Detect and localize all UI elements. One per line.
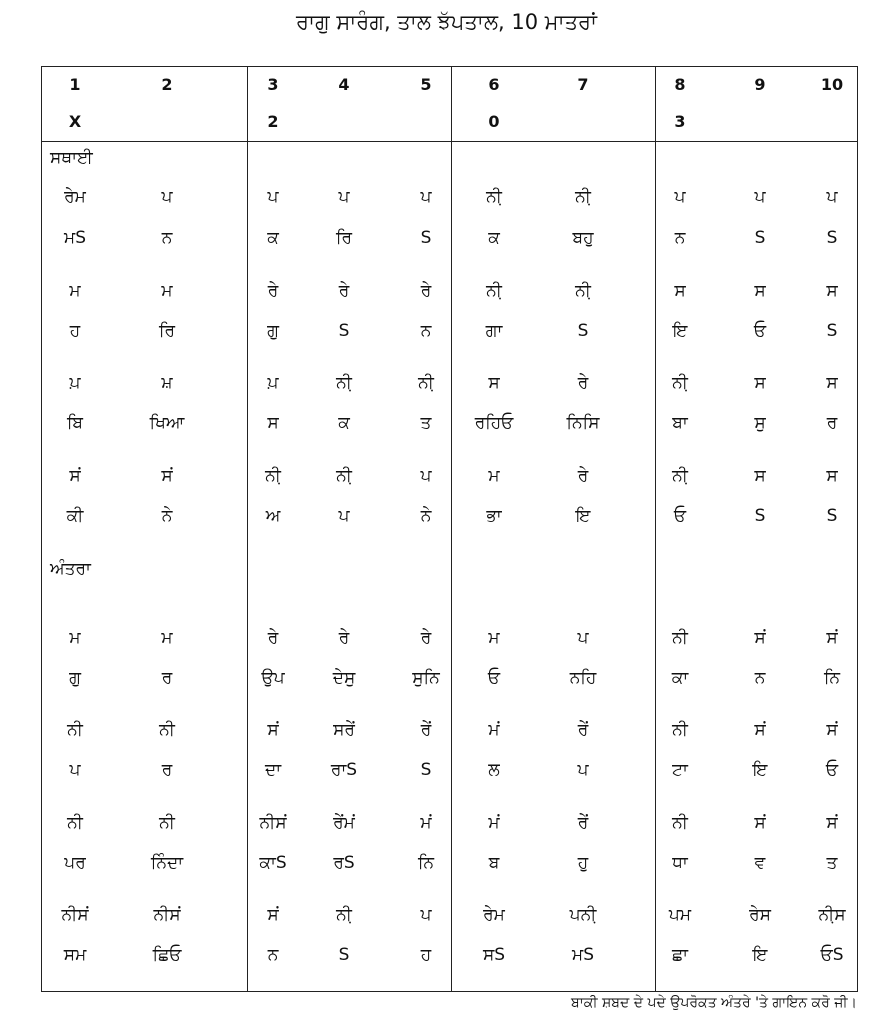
swara-cell: ਨੀ਼ — [265, 466, 281, 486]
bol-cell: ਛਿਓ — [152, 945, 182, 965]
bol-cell: ਬਿ — [66, 413, 84, 433]
swara-cell: ਮ — [488, 466, 500, 486]
bol-cell: ਰ — [161, 760, 173, 780]
swara-cell: ਸ — [754, 373, 766, 393]
swara-cell: ਨੀਸਂ — [61, 905, 89, 925]
swara-cell: ਰੇਂ — [420, 720, 432, 740]
bol-cell: ਇ — [575, 506, 591, 526]
swara-cell: ਸਂ — [754, 720, 766, 740]
bol-cell: ਨ — [161, 228, 173, 248]
swara-cell: ਨੀ਼ — [418, 373, 434, 393]
bol-cell: ਓS — [820, 945, 844, 965]
swara-cell: ਨੀ਼ — [336, 466, 352, 486]
beat-number: 4 — [338, 75, 350, 94]
bol-cell: ਪ — [69, 760, 81, 780]
swara-cell: ਰੇ — [577, 466, 589, 486]
bol-cell: S — [420, 760, 432, 780]
bol-cell: ਬਾ — [672, 413, 688, 433]
bol-cell: ਰ — [826, 413, 838, 433]
swara-cell: ਨੀ਼ — [486, 281, 502, 301]
swara-cell: ਸਂ — [826, 813, 838, 833]
bol-cell: ਓ — [825, 760, 839, 780]
taal-mark: 3 — [674, 112, 686, 131]
bol-cell: ਕਾS — [259, 853, 287, 873]
bol-cell: ਇ — [752, 945, 768, 965]
swara-cell: ਸਂ — [754, 813, 766, 833]
swara-cell: ਨੀ਼ — [336, 905, 352, 925]
beat-number: 9 — [754, 75, 766, 94]
beat-number: 1 — [69, 75, 81, 94]
swara-cell: ਸਂ — [69, 466, 81, 486]
bol-cell: ਦੇਸੁ — [332, 668, 356, 688]
bol-cell: S — [754, 228, 766, 248]
vibhag-divider — [247, 66, 248, 992]
swara-cell: ਸਂ — [826, 628, 838, 648]
swara-cell: ਪ — [161, 187, 173, 207]
bol-cell: ਨ — [674, 228, 686, 248]
swara-cell: ਰੇ — [338, 281, 350, 301]
footer-note: ਬਾਕੀ ਸ਼ਬਦ ਦੇ ਪਦੇ ਉਪਰੋਕਤ ਅੰਤਰੇ 'ਤੇ ਗਾਇਨ ਕਰੋ ਜੀ। — [571, 995, 857, 1011]
beat-number: 8 — [674, 75, 686, 94]
swara-cell: ਰੇਂ — [577, 720, 589, 740]
swara-cell: ਮ — [161, 281, 173, 301]
bol-cell: S — [338, 945, 350, 965]
bol-cell: ਹ — [69, 321, 81, 341]
taal-mark: X — [68, 112, 82, 131]
beat-number: 5 — [420, 75, 432, 94]
bol-cell: ਲ — [488, 760, 500, 780]
bol-cell: ਉਪ — [261, 668, 285, 688]
header-divider — [41, 141, 858, 142]
swara-cell: ਪ — [420, 187, 432, 207]
bol-cell: ਕੀ — [66, 506, 84, 526]
swara-cell: ਨੀ਼ — [336, 373, 352, 393]
bol-cell: ਰਿ — [158, 321, 176, 341]
vibhag-divider — [451, 66, 452, 992]
bol-cell: ਸੁਨਿ — [412, 668, 440, 688]
swara-cell: ਸਂ — [161, 466, 173, 486]
bol-cell: ਸS — [482, 945, 506, 965]
bol-cell: ਰਿ — [335, 228, 353, 248]
section-sthai-label: ਸਥਾਈ — [50, 148, 93, 168]
swara-cell: ਪ — [338, 187, 350, 207]
swara-cell: ਨੀਸਂ — [259, 813, 287, 833]
bol-cell: ਰਾS — [330, 760, 358, 780]
bol-cell: ਨਹਿ — [569, 668, 597, 688]
bol-cell: S — [338, 321, 350, 341]
beat-number: 2 — [161, 75, 173, 94]
swara-cell: ਪ — [267, 187, 279, 207]
bol-cell: S — [826, 228, 838, 248]
bol-cell: ਭਾ — [486, 506, 502, 526]
bol-cell: ਕ — [488, 228, 500, 248]
bol-cell: S — [420, 228, 432, 248]
swara-cell: ਮ — [69, 628, 81, 648]
bol-cell: ਰਹਿਓ — [474, 413, 514, 433]
swara-cell: ਰੇਮ — [64, 187, 86, 207]
swara-cell: ਰੇ — [338, 628, 350, 648]
bol-cell: ਕਾ — [671, 668, 689, 688]
bol-cell: ਓ — [753, 321, 767, 341]
swara-cell: ਨੀ਼ — [575, 281, 591, 301]
bol-cell: ਨਿਸਿ — [566, 413, 600, 433]
swara-cell: ਮਂ — [488, 720, 500, 740]
swara-cell: ਪ਼ — [267, 373, 279, 393]
swara-cell: ਸ — [488, 373, 500, 393]
swara-cell: ਸਂ — [754, 628, 766, 648]
swara-cell: ਨੀ਼ — [672, 373, 688, 393]
swara-cell: ਰੇਂ — [577, 813, 589, 833]
swara-cell: ਪਮ — [668, 905, 692, 925]
swara-cell: ਨੀ — [159, 813, 175, 833]
bol-cell: ਪਰ — [64, 853, 86, 873]
swara-cell: ਨੀਸਂ — [153, 905, 181, 925]
swara-cell: ਰੇ — [267, 281, 279, 301]
bol-cell: ਇ — [672, 321, 688, 341]
bol-cell: ਮS — [572, 945, 594, 965]
swara-cell: ਨੀ — [672, 720, 688, 740]
bol-cell: ਨਿੰਦਾ — [150, 853, 184, 873]
bol-cell: ਅ — [265, 506, 281, 526]
swara-cell: ਨੀ਼ — [486, 187, 502, 207]
bol-cell: ਛਾ — [671, 945, 689, 965]
bol-cell: ਸ — [267, 413, 279, 433]
bol-cell: ਸਮ — [63, 945, 87, 965]
bol-cell: ਕ — [267, 228, 279, 248]
swara-cell: ਪ — [577, 628, 589, 648]
beat-number: 6 — [488, 75, 500, 94]
swara-cell: ਪਨੀ਼ — [569, 905, 597, 925]
swara-cell: ਮਂ — [420, 813, 432, 833]
bol-cell: ਹੁ — [577, 853, 589, 873]
bol-cell: S — [826, 506, 838, 526]
swara-cell: ਰੇ — [577, 373, 589, 393]
bol-cell: ਰS — [333, 853, 355, 873]
page-title: ਰਾਗੁ ਸਾਰੰਗ, ਤਾਲ ਝੱਪਤਾਲ, 10 ਮਾਤਰਾਂ — [296, 10, 597, 34]
bol-cell: ਓ — [673, 506, 687, 526]
swara-cell: ਪ — [826, 187, 838, 207]
swara-cell: ਨੀ਼ਸ — [818, 905, 846, 925]
bol-cell: S — [577, 321, 589, 341]
swara-cell: ਨੀ — [67, 720, 83, 740]
bol-cell: ਧਾ — [672, 853, 688, 873]
bol-cell: ਪ — [338, 506, 350, 526]
bol-cell: ਨੇ — [420, 506, 432, 526]
swara-cell: ਪ — [754, 187, 766, 207]
taal-mark: 0 — [488, 112, 500, 131]
swara-cell: ਪ — [674, 187, 686, 207]
bol-cell: ਰ — [161, 668, 173, 688]
swara-cell: ਸ — [826, 466, 838, 486]
bol-cell: ਮS — [64, 228, 86, 248]
swara-cell: ਸ — [826, 373, 838, 393]
swara-cell: ਰੇ — [420, 281, 432, 301]
bol-cell: ਹ — [420, 945, 432, 965]
swara-cell: ਮ — [69, 281, 81, 301]
swara-cell: ਰੇਂਮਂ — [333, 813, 355, 833]
bol-cell: ਓ — [487, 668, 501, 688]
swara-cell: ਰੇ — [420, 628, 432, 648]
bol-cell: ਗਾ — [485, 321, 503, 341]
swara-cell: ਪ — [420, 466, 432, 486]
bol-cell: ਇ — [752, 760, 768, 780]
swara-cell: ਸ — [826, 281, 838, 301]
swara-cell: ਸਰੇਂ — [333, 720, 355, 740]
vibhag-divider — [655, 66, 656, 992]
swara-cell: ਮ — [488, 628, 500, 648]
bol-cell: ਨੇ — [161, 506, 173, 526]
bol-cell: ਖਿਆ — [149, 413, 185, 433]
swara-cell: ਸ — [674, 281, 686, 301]
beat-number: 10 — [820, 75, 844, 94]
swara-cell: ਪ਼ — [69, 373, 81, 393]
bol-cell: ਦਾ — [264, 760, 282, 780]
bol-cell: ਕ — [338, 413, 350, 433]
bol-cell: ਬ — [488, 853, 500, 873]
bol-cell: ਟਾ — [672, 760, 688, 780]
bol-cell: ਤ — [826, 853, 838, 873]
bol-cell: ਪ — [577, 760, 589, 780]
bol-cell: ਬਹੁ — [572, 228, 594, 248]
swara-cell: ਨੀ — [67, 813, 83, 833]
bol-cell: ਵ — [754, 853, 766, 873]
swara-cell: ਰੇਮ — [483, 905, 505, 925]
swara-cell: ਰੇ — [267, 628, 279, 648]
swara-cell: ਨੀ — [672, 628, 688, 648]
bol-cell: ਤ — [420, 413, 432, 433]
beat-number: 7 — [577, 75, 589, 94]
beat-number: 3 — [267, 75, 279, 94]
bol-cell: ਨਿ — [417, 853, 435, 873]
swara-cell: ਸਂ — [267, 905, 279, 925]
swara-cell: ਰੇਸ — [749, 905, 771, 925]
swara-cell: ਸਂ — [826, 720, 838, 740]
bol-cell: S — [826, 321, 838, 341]
swara-cell: ਨੀ — [159, 720, 175, 740]
bol-cell: S — [754, 506, 766, 526]
bol-cell: ਨ — [754, 668, 766, 688]
taal-mark: 2 — [267, 112, 279, 131]
swara-cell: ਸ — [754, 466, 766, 486]
swara-cell: ਨੀ਼ — [575, 187, 591, 207]
section-antara-label: ਅੰਤਰਾ — [50, 559, 91, 579]
bol-cell: ਗੁ — [69, 668, 81, 688]
bol-cell: ਸੁ — [754, 413, 766, 433]
swara-cell: ਨੀ਼ — [672, 466, 688, 486]
swara-cell: ਸ — [754, 281, 766, 301]
swara-cell: ਸਂ — [267, 720, 279, 740]
bol-cell: ਗੁ — [267, 321, 279, 341]
bol-cell: ਨ — [267, 945, 279, 965]
swara-cell: ਨੀ — [672, 813, 688, 833]
swara-cell: ਪ — [420, 905, 432, 925]
swara-cell: ਮ — [161, 628, 173, 648]
bol-cell: ਨਿ — [823, 668, 841, 688]
swara-cell: ਮਂ — [488, 813, 500, 833]
swara-cell: ਮ਼ — [161, 373, 173, 393]
bol-cell: ਨ — [420, 321, 432, 341]
